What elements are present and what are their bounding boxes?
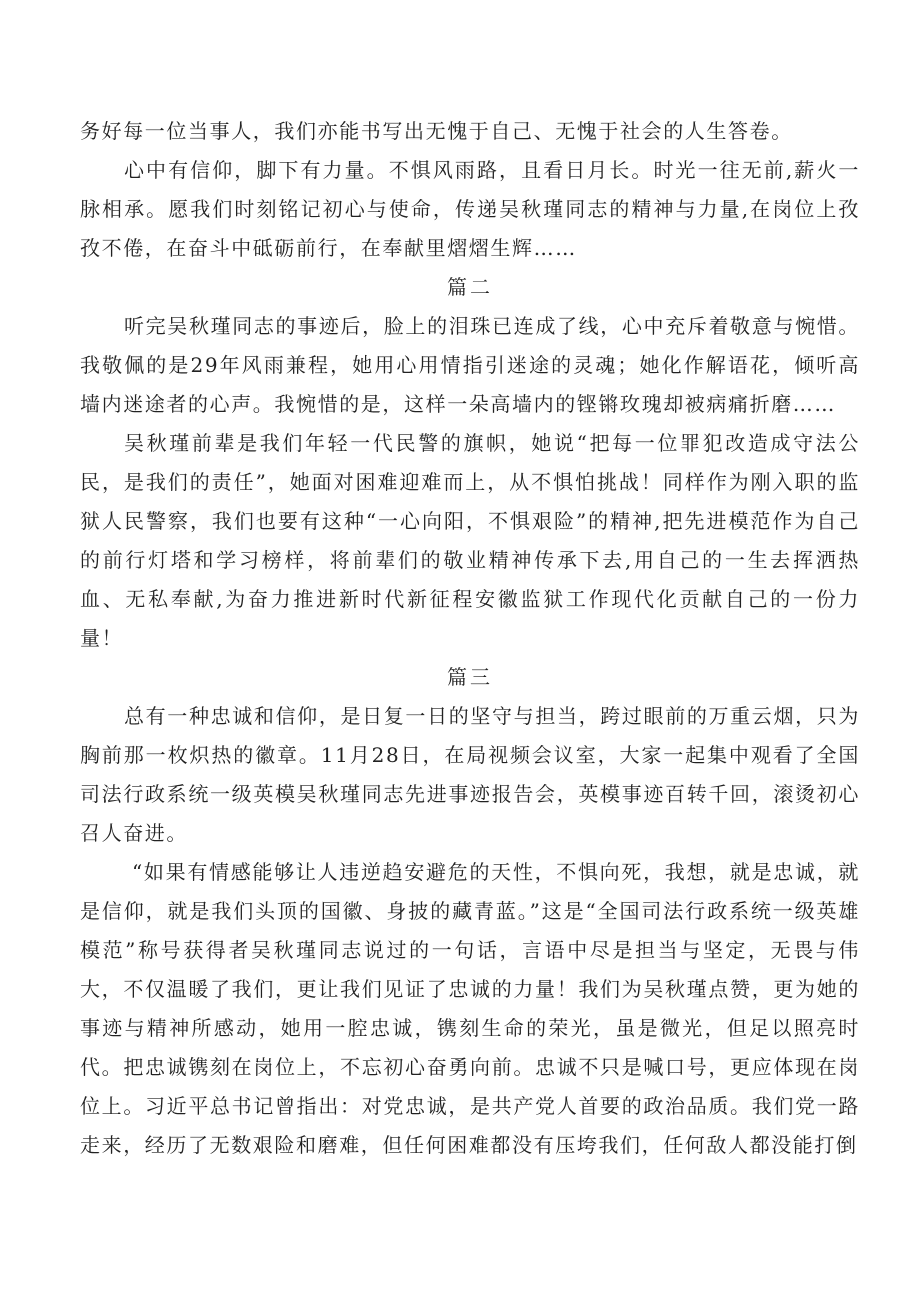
- section-heading-two: 篇二: [447, 275, 493, 299]
- document-body: [80, 112, 860, 1165]
- paragraph-banner: 吴秋瑾前辈是我们年轻一代民警的旗帜，她说“把每一位罪犯改造成守法公民，是我们的责任”，她面对困难迎难而上，从不惧怕挑战！同样作为刚入职的监狱人民警察，我们也要有这种“一心向阳，不惧艰险”的精神,把先进模范作为自己的前行灯塔和学习榜样，将前辈们的敬业精神传承下去,用自己的一生去挥洒热血、无私奉献,为奋力推进新时代新征程安徽监狱工作现代化贡献自己的一份力量！: [80, 431, 860, 650]
- paragraph-continuation: 务好每一位当事人，我们亦能书写出无愧于自己、无愧于社会的人生答卷。: [80, 119, 793, 143]
- paragraph-faith: 心中有信仰，脚下有力量。不惧风雨路，且看日月长。时光一往无前,薪火一脉相承。愿我们时刻铭记初心与使命，传递吴秋瑾同志的精神与力量,在岗位上孜孜不倦，在奋斗中砥砺前行，在奉献里熠熠生辉……: [80, 158, 860, 260]
- paragraph-loyalty: 总有一种忠诚和信仰，是日复一日的坚守与担当，跨过眼前的万重云烟，只为胸前那一枚炽热的徽章。11月28日，在局视频会议室，大家一起集中观看了全国司法行政系统一级英模吴秋瑾同志先进事迹报告会，英模事迹百转千回，滚烫初心召人奋进。: [80, 704, 860, 845]
- paragraph-quote: “如果有情感能够让人违逆趋安避危的天性，不惧向死，我想，就是忠诚，就是信仰，就是我们头顶的国徽、身披的藏青蓝。”这是“全国司法行政系统一级英雄模范”称号获得者吴秋瑾同志说过的一句话，言语中尽是担当与坚定，无畏与伟大，不仅温暖了我们，更让我们见证了忠诚的力量！我们为吴秋瑾点赞，更为她的事迹与精神所感动，她用一腔忠诚，镌刻生命的荣光，虽是微光，但足以照亮时代。把忠诚镌刻在岗位上，不忘初心奋勇向前。忠诚不只是喊口号，更应体现在岗位上。习近平总书记曾指出：对党忠诚，是共产党人首要的政治品质。我们党一路走来，经历了无数艰险和磨难，但任何困难都没有压垮我们，任何敌人都没能打倒: [80, 860, 860, 1157]
- paragraph-admiration: 听完吴秋瑾同志的事迹后，脸上的泪珠已连成了线，心中充斥着敬意与惋惜。我敬佩的是29年风雨兼程，她用心用情指引迷途的灵魂；她化作解语花，倾听高墙内迷途者的心声。我惋惜的是，这样一朵高墙内的铿锵玫瑰却被病痛折磨……: [80, 314, 860, 416]
- section-heading-three: 篇三: [447, 665, 493, 689]
